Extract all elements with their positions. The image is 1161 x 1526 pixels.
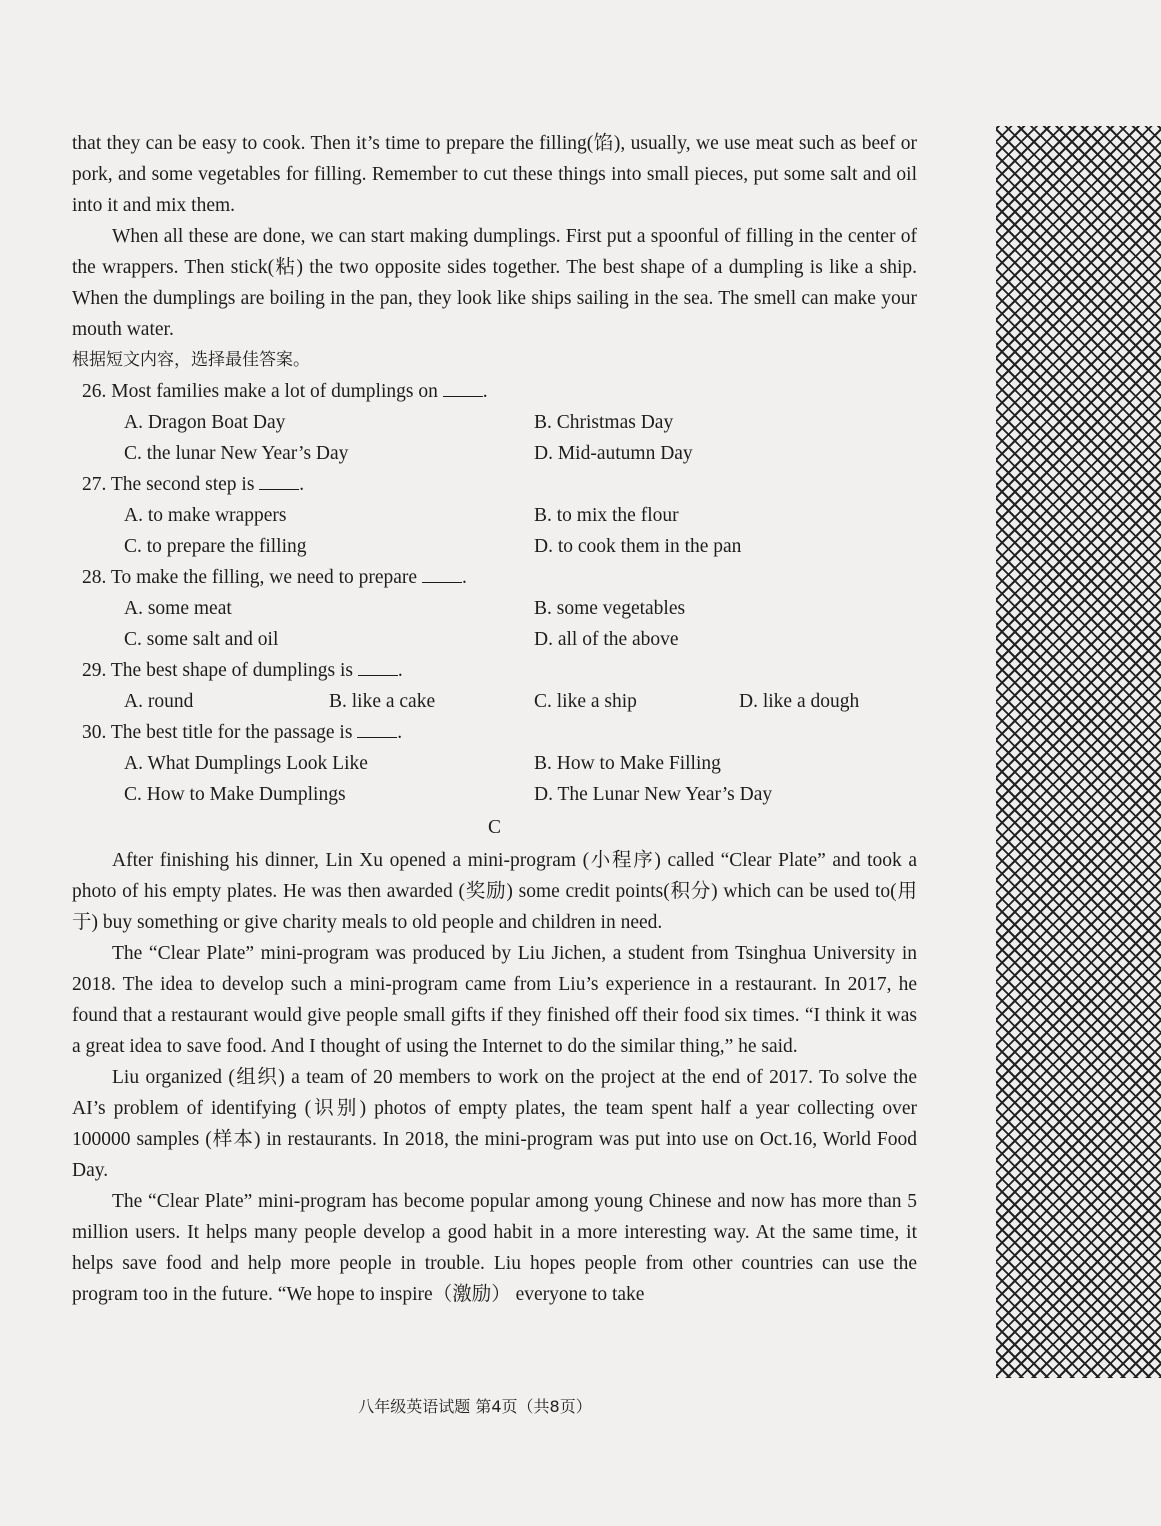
question-end-punct: . xyxy=(299,474,305,495)
question-stem: 30. The best title for the passage is xyxy=(82,722,353,743)
decorative-pattern-strip xyxy=(996,126,1161,1378)
option-c: C. the lunar New Year’s Day xyxy=(124,443,349,464)
passage-c-paragraph-3: Liu organized (组织) a team of 20 members to work on the project at the end of 2017. To solve the AI’s problem of identifying (识别) photos of empty plates, the team spent half a year collecting over 100000 samples (样本) in restaurants. In 2018, the mini-program was put into use on Oct.16, World Food Day. xyxy=(72,1067,917,1181)
question-stem: 28. To make the filling, we need to prepare xyxy=(82,567,418,588)
answer-blank xyxy=(422,566,462,583)
question-stem: 26. Most families make a lot of dumplings on xyxy=(82,381,438,402)
option-b: B. Christmas Day xyxy=(534,412,674,433)
option-d: D. like a dough xyxy=(739,691,860,712)
option-d: D. Mid-autumn Day xyxy=(534,443,693,464)
option-b: B. How to Make Filling xyxy=(534,753,721,774)
question-end-punct: . xyxy=(397,722,403,743)
question-end-punct: . xyxy=(461,567,467,588)
answer-blank xyxy=(259,473,299,490)
section-heading-c: C xyxy=(487,817,501,838)
question-stem: 27. The second step is xyxy=(82,474,255,495)
option-d: D. The Lunar New Year’s Day xyxy=(534,784,773,805)
question-27-options xyxy=(72,500,917,562)
question-26-options xyxy=(72,407,917,469)
option-a: A. Dragon Boat Day xyxy=(124,412,286,433)
question-26 xyxy=(72,376,917,407)
option-d: D. to cook them in the pan xyxy=(534,536,742,557)
option-a: A. some meat xyxy=(124,598,232,619)
page-footer: 八年级英语试题 第4页（共8页） xyxy=(358,1397,592,1416)
option-a: A. What Dumplings Look Like xyxy=(124,753,368,774)
answer-blank xyxy=(357,721,397,738)
passage-c-paragraph-1: After finishing his dinner, Lin Xu opened a mini-program (小程序) called “Clear Plate” and took a photo of his empty plates. He was then awarded (奖励) some credit points(积分) which can be used to(用于) buy something or give charity meals to old people and children in need. xyxy=(72,850,917,933)
question-end-punct: . xyxy=(482,381,488,402)
question-27 xyxy=(72,469,917,500)
answer-blank xyxy=(443,380,483,397)
option-b: B. like a cake xyxy=(329,691,436,712)
passage-c-paragraph-4: The “Clear Plate” mini-program has become popular among young Chinese and now has more than 5 million users. It helps many people develop a good habit in a more interesting way. At the same time, it helps save food and help more people in trouble. Liu hopes people from other countries can use the program too in the future. “We hope to inspire（激励） everyone to take xyxy=(72,1191,917,1305)
option-a: A. to make wrappers xyxy=(124,505,287,526)
question-28-options xyxy=(72,593,917,655)
question-29-options xyxy=(72,686,917,717)
option-c: C. some salt and oil xyxy=(124,629,279,650)
question-29 xyxy=(72,655,917,686)
passage-b-paragraph-1: that they can be easy to cook. Then it’s time to prepare the filling(馅), usually, we use meat such as beef or pork, and some vegetables for filling. Remember to cut these things into small pieces, put some salt and oil into it and mix them. xyxy=(72,133,917,216)
page-content xyxy=(72,128,917,1310)
question-stem: 29. The best shape of dumplings is xyxy=(82,660,353,681)
option-d: D. all of the above xyxy=(534,629,679,650)
passage-c-paragraph-2: The “Clear Plate” mini-program was produced by Liu Jichen, a student from Tsinghua University in 2018. The idea to develop such a mini-program came from Liu’s experience in a restaurant. In 2017, he found that a restaurant would give people small gifts if they finished off their food six times. “I think it was a great idea to save food. And I thought of using the Internet to do the similar thing,” he said. xyxy=(72,943,917,1057)
option-c: C. How to Make Dumplings xyxy=(124,784,346,805)
question-30 xyxy=(72,717,917,748)
option-a: A. round xyxy=(124,691,194,712)
answer-blank xyxy=(358,659,398,676)
option-c: C. to prepare the filling xyxy=(124,536,307,557)
question-28 xyxy=(72,562,917,593)
option-b: B. to mix the flour xyxy=(534,505,679,526)
instruction-text: 根据短文内容，选择最佳答案。 xyxy=(72,350,310,370)
passage-b-paragraph-2: When all these are done, we can start making dumplings. First put a spoonful of filling in the center of the wrappers. Then stick(粘) the two opposite sides together. The best shape of a dumpling is like a ship. When the dumplings are boiling in the pan, they look like ships sailing in the sea. The smell can make your mouth water. xyxy=(72,226,917,340)
option-c: C. like a ship xyxy=(534,691,637,712)
question-end-punct: . xyxy=(397,660,403,681)
option-b: B. some vegetables xyxy=(534,598,686,619)
question-30-options xyxy=(72,748,917,810)
